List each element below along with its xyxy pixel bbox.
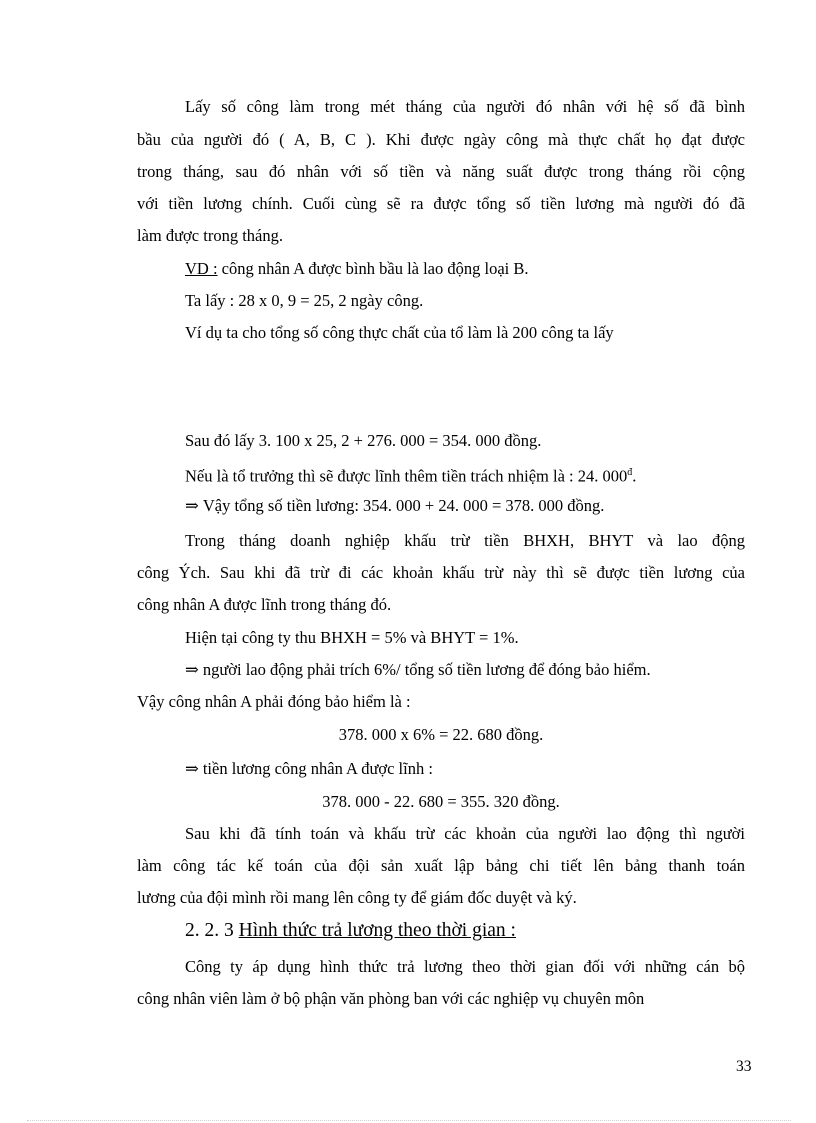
paragraph-line: công Ých. Sau khi đã trừ đi các khoản khấu trừ này thì sẽ được tiền lương của xyxy=(137,563,745,582)
dong-sign: đ xyxy=(627,467,633,478)
paragraph-line: với tiền lương chính. Cuối cùng sẽ ra được tổng số tiền lương mà người đó đã xyxy=(137,194,745,213)
net-salary-label-line xyxy=(185,758,433,780)
insurance-rate-line: Hiện tại công ty thu BHXH = 5% và BHYT = 1%. xyxy=(185,628,519,647)
paragraph-line: công nhân viên làm ở bộ phận văn phòng ban với các nghiệp vụ chuyên môn xyxy=(137,989,645,1008)
result-line-2-end: . xyxy=(632,466,637,486)
paragraph-line: Lấy số công làm trong mét tháng của người đó nhân với hệ số đã bình xyxy=(185,97,745,116)
total-salary-text: Vậy tổng số tiền lương: 354. 000 + 24. 000 = 378. 000 đồng. xyxy=(202,496,605,515)
page-number: 33 xyxy=(736,1058,752,1075)
total-salary-line xyxy=(185,495,604,517)
section-title: Hình thức trả lương theo thời gian : xyxy=(238,920,516,941)
paragraph-line: bầu của người đó ( A, B, C ). Khi được ngày công mà thực chất họ đạt được xyxy=(137,130,745,149)
implies-arrow-icon: ⇒ xyxy=(185,496,199,515)
paragraph-line: lương của đội mình rồi mang lên công ty để giám đốc duyệt và ký. xyxy=(137,888,577,907)
insurance-deduct-line xyxy=(185,659,651,681)
result-line-2-text: Nếu là tổ trưởng thì sẽ được lĩnh thêm tiền trách nhiệm là : 24. 000 xyxy=(185,466,628,486)
example-text: công nhân A được bình bầu là lao động loại B. xyxy=(217,259,529,278)
paragraph-line: Trong tháng doanh nghiệp khấu trừ tiền BHXH, BHYT và lao động xyxy=(185,531,745,550)
insurance-pay-line: Vậy công nhân A phải đóng bảo hiểm là : xyxy=(137,692,411,711)
implies-arrow-icon: ⇒ xyxy=(185,660,199,679)
example-label: VD : xyxy=(185,259,218,278)
paragraph-line: công nhân A được lĩnh trong tháng đó. xyxy=(137,595,392,614)
example-calc-1: Ta lấy : 28 x 0, 9 = 25, 2 ngày công. xyxy=(185,291,424,310)
implies-arrow-icon: ⇒ xyxy=(185,759,199,778)
net-salary-calc: 378. 000 - 22. 680 = 355. 320 đồng. xyxy=(322,792,560,811)
paragraph-line: làm được trong tháng. xyxy=(137,226,283,245)
net-salary-label: tiền lương công nhân A được lĩnh : xyxy=(202,759,433,778)
section-number: 2. 2. 3 xyxy=(185,920,234,941)
section-heading xyxy=(185,920,516,942)
paragraph-line: Công ty áp dụng hình thức trả lương theo thời gian đối với những cán bộ xyxy=(185,957,745,976)
result-line-2 xyxy=(185,462,636,488)
insurance-calc: 378. 000 x 6% = 22. 680 đồng. xyxy=(338,725,544,744)
paragraph-line: làm công tác kế toán của đội sản xuất lập bảng chi tiết lên bảng thanh toán xyxy=(137,856,745,875)
insurance-deduct-text: người lao động phải trích 6%/ tổng số tiền lương để đóng bảo hiểm. xyxy=(202,660,651,679)
paragraph-line: Sau khi đã tính toán và khấu trừ các khoản của người lao động thì người xyxy=(185,824,745,843)
example-line xyxy=(185,258,529,280)
result-line-1: Sau đó lấy 3. 100 x 25, 2 + 276. 000 = 354. 000 đồng. xyxy=(185,431,542,450)
paragraph-line: trong tháng, sau đó nhân với số tiền và năng suất được trong tháng rồi cộng xyxy=(137,162,745,181)
footer-divider xyxy=(27,1120,791,1121)
example-calc-2: Ví dụ ta cho tổng số công thực chất của tổ làm là 200 công ta lấy xyxy=(185,323,614,342)
